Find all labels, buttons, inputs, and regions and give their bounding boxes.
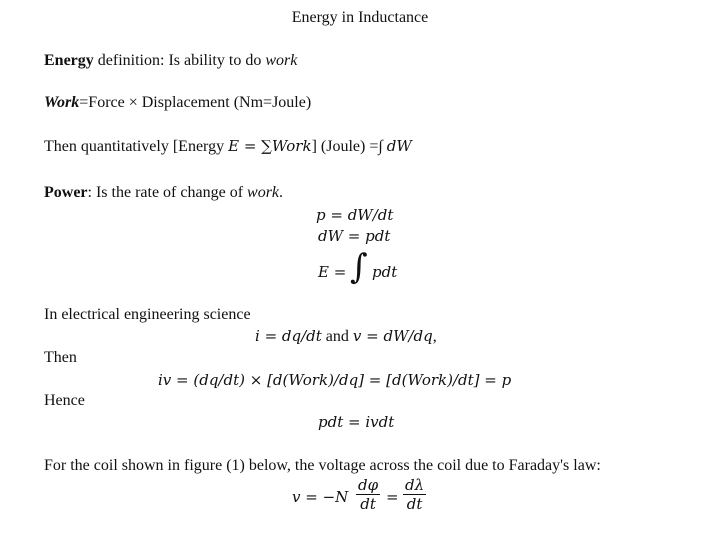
fraction-numerator: dφ [358, 476, 379, 494]
energy-integral-lhs: E = [318, 263, 347, 281]
fraction-dlambda-dt [403, 476, 426, 513]
energy-quant-text2: ] (Joule) =∫ [311, 138, 387, 155]
then-label: Then [44, 349, 77, 366]
work-term-2: work [247, 184, 280, 201]
energy-integral-rhs: pdt [372, 263, 398, 281]
power-term: Power [44, 184, 88, 201]
faraday-equals: = [386, 488, 399, 506]
dw-symbol: dW [386, 137, 412, 155]
work-definition [44, 93, 311, 113]
energy-definition [44, 51, 297, 71]
work-definition-text: =Force × Displacement (Nm=Joule) [79, 94, 312, 111]
electrical-engineering-line: In electrical engineering science [44, 306, 251, 323]
equation-iv: iv = (dq/dt) × [d(Work)/dq] = [d(Work)/dt] = p [158, 371, 512, 389]
energy-quant-text1: Then quantitatively [Energy [44, 138, 229, 155]
comma: , [432, 328, 437, 345]
fraction-numerator: dλ [405, 476, 425, 494]
power-definition [44, 183, 283, 203]
page-title: Energy in Inductance [291, 9, 429, 26]
sum-symbol: = ∑ [239, 137, 272, 155]
work-term-bold: Work [44, 94, 80, 111]
energy-symbol: E [228, 137, 240, 155]
fraction-denominator: dt [406, 495, 423, 513]
equation-dw: dW = pdt [318, 227, 391, 245]
fraction-denominator: dt [360, 495, 376, 513]
period: . [279, 184, 284, 201]
work-term: work [265, 52, 298, 69]
energy-quantitative [44, 136, 412, 157]
power-definition-text: : Is the rate of change of [87, 184, 248, 201]
work-symbol: Work [271, 137, 312, 155]
energy-term: Energy [44, 52, 94, 69]
faraday-line: For the coil shown in figure (1) below, the voltage across the coil due to Faraday's law: [44, 457, 601, 474]
and-text: and [321, 328, 353, 345]
fraction-dphi-dt [356, 476, 380, 513]
current-definition: i = dq/dt [255, 327, 322, 345]
integral-symbol: ∫ [350, 247, 368, 287]
equation-power: p = dW/dt [316, 206, 394, 224]
hence-label: Hence [44, 392, 85, 409]
energy-definition-text: definition: Is ability to do [93, 52, 266, 69]
voltage-definition: v = dW/dq [352, 327, 433, 345]
faraday-lhs: v = −N [292, 488, 349, 506]
equation-current-voltage [255, 326, 437, 347]
equation-pdt: pdt = ivdt [318, 413, 395, 431]
